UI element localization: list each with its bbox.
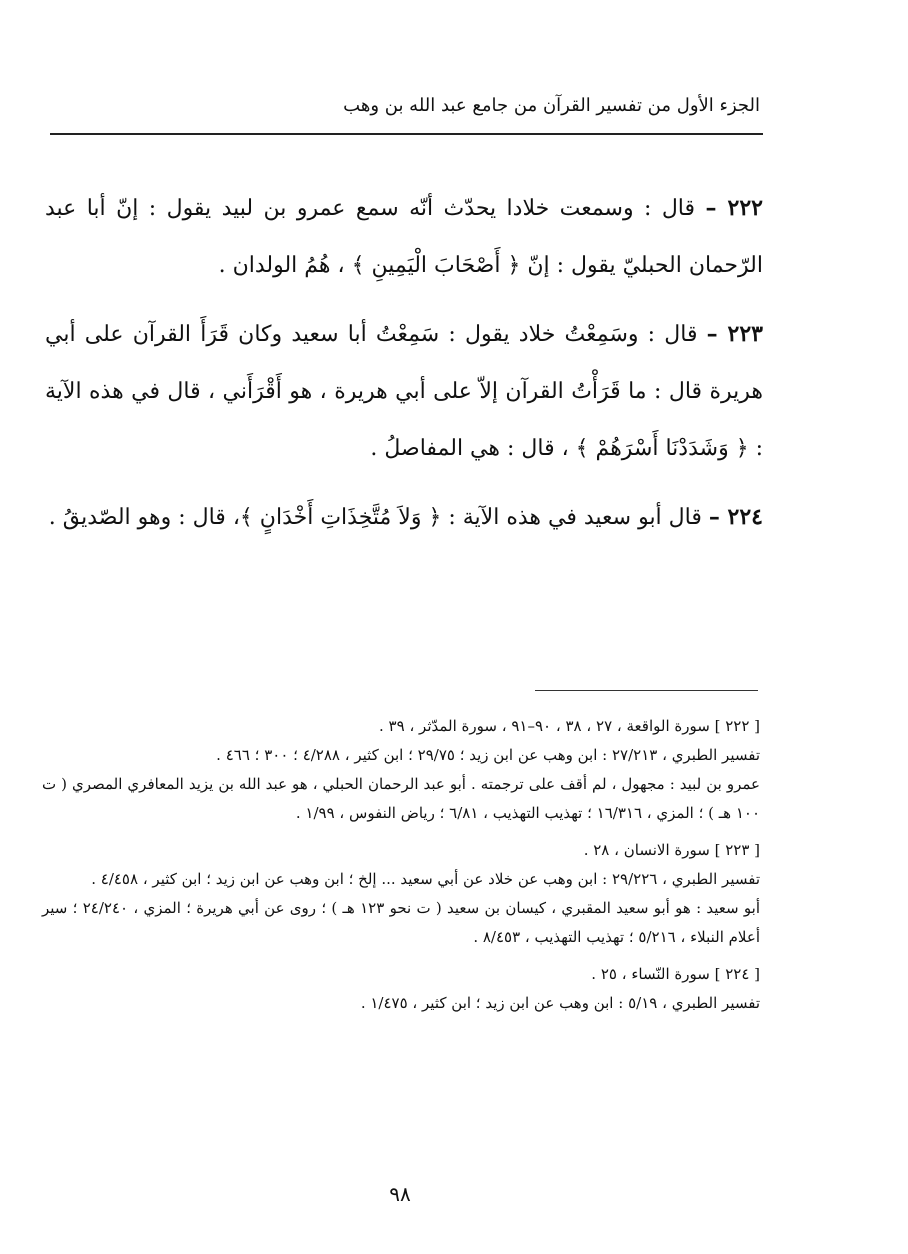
entry-223	[45, 306, 763, 477]
footnote-line: [ ٢٢٢ ] سورة الواقعة ، ٢٧ ، ٣٨ ، ٩٠–٩١ ، سورة المدّثر ، ٣٩ .	[379, 717, 760, 735]
footnote-line: تفسير الطبري ، ٢٩/٢٢٦ : ابن وهب عن خلاد عن أبي سعيد ... إلخ ؛ ابن وهب عن ابن زيد ؛ ابن كثير ، ٤/٤٥٨ .	[91, 870, 760, 888]
footnote-line: [ ٢٢٣ ] سورة الانسان ، ٢٨ .	[583, 841, 760, 859]
footnote-line: [ ٢٢٤ ] سورة النّساء ، ٢٥ .	[591, 965, 760, 983]
footnote-line: أبو سعيد : هو أبو سعيد المقبري ، كيسان بن سعيد ( ت نحو ١٢٣ هـ ) ؛ روى عن أبي هريرة ؛ المزي ، ٢٤/٢٤٠ ؛ سير أعلام النبلاء ، ٥/٢١٦ ؛ تهذيب التهذيب ، ٨/٤٥٣ .	[42, 899, 760, 946]
header-rule	[50, 133, 763, 135]
entry-text: قال : وسمعت خلادا يحدّث أنّه سمع عمرو بن لبيد يقول : إنّ أبا عبد الرّحمان الحبليّ يقول : إنّ ﴿ أَصْحَابَ الْيَمِينِ ﴾ ، هُمُ الولدان .	[45, 196, 763, 278]
footnote-222	[42, 712, 760, 828]
footnote-line: عمرو بن لبيد : مجهول ، لم أقف على ترجمته . أبو عبد الرحمان الحبلي ، هو عبد الله بن يزيد المعافري المصري ( ت ١٠٠ هـ ) ؛ المزي ، ١٦/٣١٦ ؛ تهذيب التهذيب ، ٦/٨١ ؛ رياض النفوس ، ١/٩٩ .	[42, 775, 760, 822]
footnote-223	[42, 836, 760, 952]
footnote-separator	[535, 690, 758, 691]
running-header: الجزء الأول من تفسير القرآن من جامع عبد الله بن وهب	[343, 95, 760, 116]
entry-number: ٢٢٤ –	[708, 504, 763, 530]
entry-number: ٢٢٢ –	[705, 195, 763, 221]
page-number: ٩٨	[389, 1182, 411, 1206]
footnote-line: تفسير الطبري ، ٢٧/٢١٣ : ابن وهب عن ابن زيد ؛ ٢٩/٧٥ ؛ ابن كثير ، ٤/٢٨٨ ؛ ٣٠٠ ؛ ٤٦٦ .	[216, 746, 760, 764]
entry-224	[45, 489, 763, 546]
footnote-224	[42, 960, 760, 1018]
footnotes	[42, 712, 760, 1026]
footnote-line: تفسير الطبري ، ٥/١٩ : ابن وهب عن ابن زيد ؛ ابن كثير ، ١/٤٧٥ .	[360, 994, 760, 1012]
main-text	[45, 180, 763, 558]
entry-text: قال : وسَمِعْتُ خلاد يقول : سَمِعْتُ أبا سعيد وكان قَرَأَ القرآن على أبي هريرة قال : ما قَرَأْتُ القرآن إلاّ على أبي هريرة ، هو أَقْرَأَني ، قال في هذه الآية : ﴿ وَشَدَدْنَا أَسْرَهُمْ ﴾ ، قال : هي المفاصلُ .	[45, 322, 763, 461]
entry-222	[45, 180, 763, 294]
entry-text: قال أبو سعيد في هذه الآية : ﴿ وَلاَ مُتَّخِذَاتِ أَخْدَانٍ ﴾، قال : وهو الصّديقُ .	[48, 505, 702, 530]
entry-number: ٢٢٣ –	[706, 321, 763, 347]
